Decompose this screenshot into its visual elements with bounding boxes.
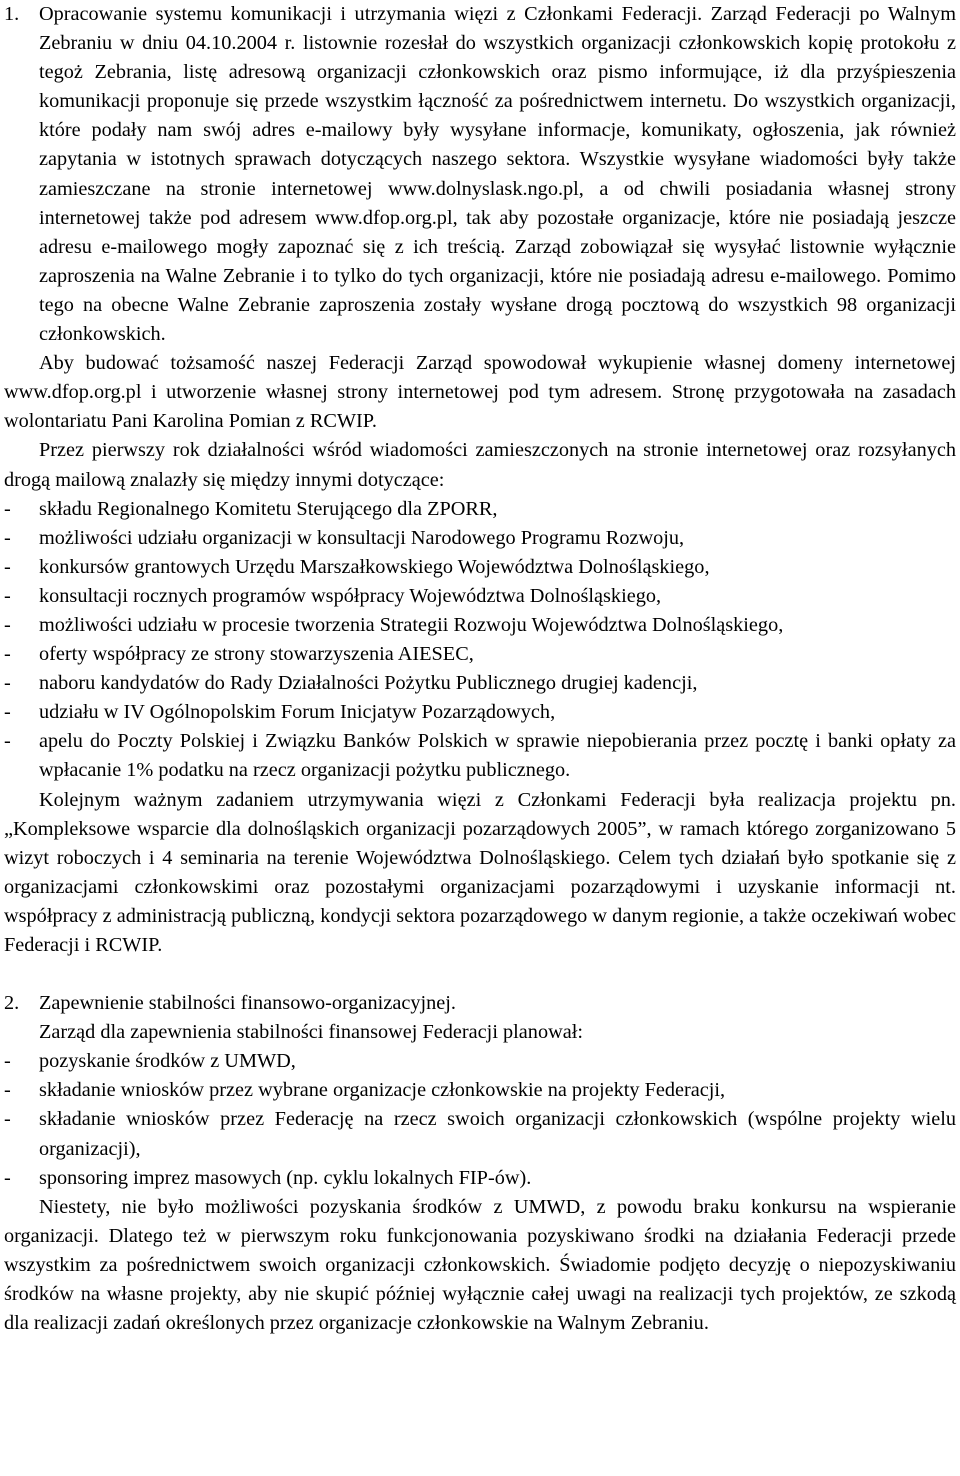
- section-spacer: [4, 960, 956, 989]
- section-1-paragraph-2: Aby budować tożsamość naszej Federacji Zarząd spowodował wykupienie własnej domeny internetowej www.dfop.org.pl i utworzenie własnej strony internetowej pod tym adresem. Stronę przygotowała na zasadach wolontariatu Pani Karolina Pomian z RCWIP.: [4, 352, 956, 433]
- section-2-title: Zapewnienie stabilności finansowo-organizacyjnej.: [39, 992, 456, 1015]
- document-page: [4, 0, 956, 1338]
- section-1-paragraph-3: Przez pierwszy rok działalności wśród wiadomości zamieszczonych na stronie internetowej oraz rozsyłanych drogą mailową znalazły się między innymi dotyczące:: [4, 439, 956, 491]
- section-2-number: 2.: [4, 992, 20, 1015]
- list-item: - składu Regionalnego Komitetu Sterującego dla ZPORR,: [4, 497, 498, 520]
- list-item: - możliwości udziału organizacji w konsultacji Narodowego Programu Rozwoju,: [4, 526, 685, 549]
- section-1: [4, 0, 956, 349]
- list-item: - możliwości udziału w procesie tworzenia Strategii Rozwoju Województwa Dolnośląskiego,: [4, 613, 784, 636]
- list-item: - pozyskanie środków z UMWD,: [4, 1050, 296, 1073]
- section-1-paragraph-4: Kolejnym ważnym zadaniem utrzymywania więzi z Członkami Federacji była realizacja projektu pn. „Kompleksowe wsparcie dla dolnośląskich organizacji pozarządowych 2005”, w ramach którego zorganizowano 5 wizyt roboczych i 4 seminaria na terenie Województwa Dolnośląskiego. Celem tych działań było spotkanie się z organizacjami członkowskimi oraz pozostałymi organizacjami pozarządowymi i uzyskanie informacji nt. współpracy z administracją publiczną, kondycji sektora pozarządowego w danym regionie, a także oczekiwań wobec Federacji i RCWIP.: [4, 788, 956, 956]
- list-item: - konkursów grantowych Urzędu Marszałkowskiego Województwa Dolnośląskiego,: [4, 555, 710, 578]
- section-1-number: 1.: [4, 3, 20, 25]
- section-2-paragraph-1: Niestety, nie było możliwości pozyskania środków z UMWD, z powodu braku konkursu na wspieranie organizacji. Dlatego też w pierwszym roku funkcjonowania pozyskiwano środki na działania Federacji przede wszystkim za pośrednictwem swoich organizacji członkowskich. Świadomie podjęto decyzję o niepozyskiwaniu środków na własne projekty, aby nie skupić później wyłącznie całej uwagi na realizacji tych projektów, ze szkodą dla realizacji zadań określonych przez organizacje członkowskie na Walnym Zebraniu.: [4, 1195, 956, 1335]
- list-item: - oferty współpracy ze strony stowarzyszenia AIESEC,: [4, 643, 474, 666]
- section-2-intro: Zarząd dla zapewnienia stabilności finansowej Federacji planował:: [39, 1021, 583, 1044]
- list-item: - składanie wniosków przez wybrane organizacje członkowskie na projekty Federacji,: [4, 1079, 726, 1102]
- section-1-bullet-list: [4, 495, 956, 786]
- section-1-paragraph-1: Opracowanie systemu komunikacji i utrzymania więzi z Członkami Federacji. Zarząd Federacji po Walnym Zebraniu w dniu 04.10.2004 r. listownie rozesłał do wszystkich organizacji członkowskich kopię protokołu z tegoż Zebrania, listę adresową organizacji członkowskich oraz pismo informujące, iż dla przyśpieszenia komunikacji proponuje się przede wszystkim łączność za pośrednictwem internetu. Do wszystkich organizacji, które podały nam swój adres e-mailowy były wysyłane informacje, komunikaty, ogłoszenia, jak również zapytania w istotnych sprawach dotyczących naszego sektora. Wszystkie wysyłane wiadomości były także zamieszczane na stronie internetowej www.dolnyslask.ngo.pl, a od chwili posiadania własnej strony internetowej także pod adresem www.dfop.org.pl, tak aby pozostałe organizacje, które nie posiadają jeszcze adresu e-mailowego mogły zapoznać się z ich treścią. Zarząd zobowiązał się wysyłać listownie wyłącznie zaproszenia na Walne Zebranie i to tylko do tych organizacji, które nie posiadają adresu e-mailowego. Pomimo tego na obecne Walne Zebranie zaproszenia zostały wysłane drogą pocztową do wszystkich 98 organizacji członkowskich.: [39, 3, 956, 346]
- list-item: - apelu do Poczty Polskiej i Związku Banków Polskich w sprawie niepobierania przez pocztę i banki opłaty za wpłacanie 1% podatku na rzecz organizacji pożytku publicznego.: [4, 730, 956, 782]
- list-item: - konsultacji rocznych programów współpracy Województwa Dolnośląskiego,: [4, 584, 662, 607]
- list-item: - sponsoring imprez masowych (np. cyklu lokalnych FIP-ów).: [4, 1166, 532, 1189]
- list-item: - składanie wniosków przez Federację na rzecz swoich organizacji członkowskich (wspólne projekty wielu organizacji),: [4, 1108, 956, 1160]
- section-2-bullet-list: [4, 1047, 956, 1192]
- list-item: - udziału w IV Ogólnopolskim Forum Inicjatyw Pozarządowych,: [4, 701, 556, 724]
- list-item: - naboru kandydatów do Rady Działalności Pożytku Publicznego drugiej kadencji,: [4, 672, 698, 695]
- section-2-heading: [4, 989, 956, 1018]
